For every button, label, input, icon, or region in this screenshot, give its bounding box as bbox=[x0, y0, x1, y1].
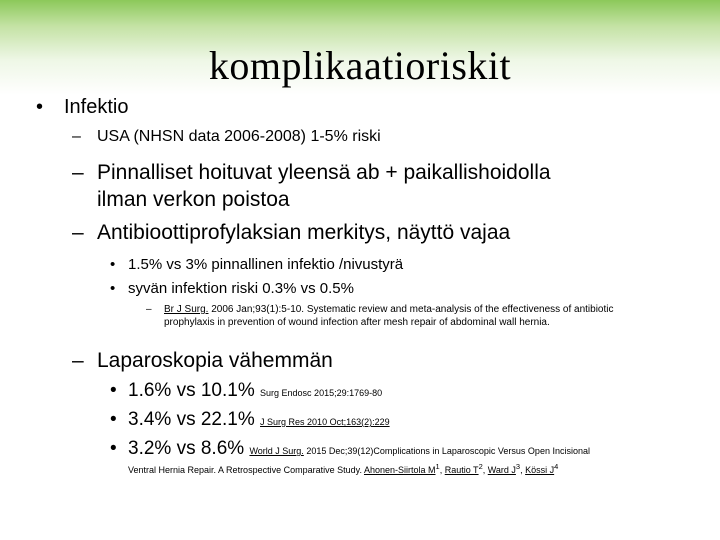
author-separator: , bbox=[482, 465, 488, 475]
author-link[interactable]: Ahonen-Siirtola M bbox=[363, 465, 436, 475]
bullet-text: Antibioottiprofylaksian merkitys, näyttö vajaa bbox=[97, 221, 511, 244]
bullet-text: 3.2% vs 8.6% bbox=[128, 438, 245, 459]
bullet-marker: • bbox=[110, 380, 117, 401]
author-link[interactable]: Kössi J bbox=[525, 465, 555, 475]
bullet-sub2 bbox=[110, 280, 354, 297]
bullet-text: USA (NHSN data 2006-2008) 1-5% riski bbox=[97, 128, 381, 145]
bullet-marker: • bbox=[110, 409, 117, 430]
bullet-text: syvän infektion riski 0.3% vs 0.5% bbox=[128, 280, 354, 297]
bullet-text: 1.6% vs 10.1% bbox=[128, 380, 255, 401]
bullet-antibiootti bbox=[72, 221, 510, 245]
dash-marker: – bbox=[72, 161, 84, 184]
bullet-lap1 bbox=[110, 380, 382, 402]
dash-marker: – bbox=[146, 304, 152, 315]
author-link[interactable]: Rautio T bbox=[444, 465, 479, 475]
bullet-marker: • bbox=[110, 256, 116, 273]
citation-authors-line bbox=[128, 462, 558, 475]
author-sup: 3 bbox=[515, 462, 521, 471]
citation: Surg Endosc 2015;29:1769-80 bbox=[260, 388, 383, 398]
slide-title: komplikaatioriskit bbox=[208, 43, 512, 88]
bullet-lap3 bbox=[110, 438, 590, 460]
author-sup: 4 bbox=[554, 462, 559, 471]
ref-journal-link[interactable]: Br J Surg. bbox=[164, 304, 209, 315]
dash-marker: – bbox=[72, 221, 84, 244]
bullet-sub1 bbox=[110, 256, 403, 273]
bullet-marker: • bbox=[36, 96, 44, 118]
dash-marker: – bbox=[72, 128, 81, 145]
bullet-text-continued: ilman verkon poistoa bbox=[97, 188, 290, 211]
bullet-laparoskopia bbox=[72, 349, 333, 373]
citation-journal-link[interactable]: World J Surg. bbox=[249, 446, 304, 456]
bullet-usa bbox=[72, 128, 381, 146]
author-separator: , bbox=[439, 465, 445, 475]
bullet-text: Laparoskopia vähemmän bbox=[97, 349, 333, 372]
bullet-infektio bbox=[36, 96, 128, 119]
author-sup: 2 bbox=[478, 462, 483, 471]
bullet-text: Infektio bbox=[64, 96, 129, 118]
author-link[interactable]: Ward J bbox=[487, 465, 516, 475]
ref-text-continued: prophylaxis in prevention of wound infection after mesh repair of abdominal wall hernia. bbox=[164, 317, 550, 328]
bullet-marker: • bbox=[110, 280, 116, 297]
bullet-lap2 bbox=[110, 409, 390, 431]
citation-text-continued: Ventral Hernia Repair. A Retrospective Comparative Study. bbox=[128, 465, 364, 475]
author-sup: 1 bbox=[435, 462, 440, 471]
ref-text: 2006 Jan;93(1):5-10. Systematic review and meta-analysis of the effectiveness of antibiotic bbox=[208, 304, 614, 315]
bullet-text: 1.5% vs 3% pinnallinen infektio /nivustyrä bbox=[128, 256, 404, 273]
reference-1 bbox=[146, 303, 614, 329]
bullet-marker: • bbox=[110, 438, 117, 459]
citation-link[interactable]: J Surg Res 2010 Oct;163(2):229 bbox=[260, 417, 390, 427]
bullet-text: 3.4% vs 22.1% bbox=[128, 409, 255, 430]
citation-text: 2015 Dec;39(12)Complications in Laparoscopic Versus Open Incisional bbox=[303, 446, 590, 456]
dash-marker: – bbox=[72, 349, 84, 372]
bullet-pinnalliset bbox=[72, 159, 551, 213]
author-separator: , bbox=[520, 465, 526, 475]
bullet-text: Pinnalliset hoituvat yleensä ab + paikallishoidolla bbox=[97, 161, 551, 184]
